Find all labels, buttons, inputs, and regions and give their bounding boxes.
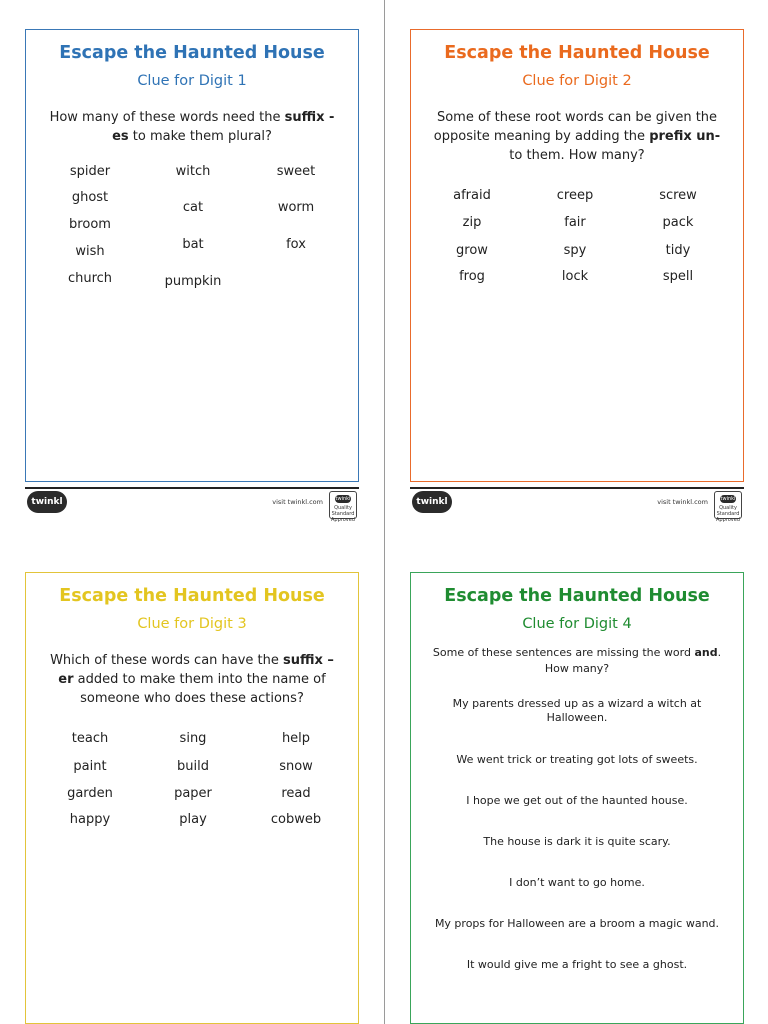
- sentence-item: We went trick or treating got lots of sweets.: [456, 753, 698, 766]
- clue-card-1: [25, 29, 359, 482]
- footer-rule: [410, 487, 744, 489]
- question-keyword: and: [694, 646, 718, 659]
- word-item: paper: [174, 786, 212, 801]
- card-title: Escape the Haunted House: [444, 586, 710, 606]
- question-text: added to make them into the name of someone who does these actions?: [73, 672, 326, 706]
- word-item: fox: [286, 237, 306, 252]
- word-item: sweet: [276, 164, 316, 179]
- word-item: zip: [462, 215, 482, 230]
- card-title: Escape the Haunted House: [59, 43, 325, 63]
- word-item: teach: [71, 731, 109, 746]
- clue-card-2: [410, 29, 744, 482]
- word-item: grow: [456, 243, 488, 258]
- card-question: [44, 108, 340, 146]
- sentence-item: I hope we get out of the haunted house.: [466, 794, 688, 807]
- word-item: play: [179, 812, 207, 827]
- word-item: spy: [563, 243, 587, 258]
- footer-visit-link[interactable]: visit twinkl.com: [272, 498, 323, 506]
- badge-text: Quality Standard Approved: [716, 505, 740, 523]
- footer-visit-link[interactable]: visit twinkl.com: [657, 498, 708, 506]
- card-footer: [410, 485, 744, 525]
- word-item: creep: [556, 188, 594, 203]
- word-item: garden: [67, 786, 113, 801]
- card-subtitle: Clue for Digit 3: [137, 616, 247, 632]
- word-item: help: [281, 731, 311, 746]
- question-text: Which of these words can have the: [50, 653, 284, 668]
- card-question: [429, 108, 725, 165]
- word-item: church: [67, 271, 113, 286]
- word-item: read: [281, 786, 311, 801]
- sentence-item: My props for Halloween are a broom a magic wand.: [434, 917, 720, 930]
- word-item: paint: [73, 759, 107, 774]
- word-item: witch: [175, 164, 211, 179]
- word-item: afraid: [453, 188, 491, 203]
- clue-card-4: [410, 572, 744, 1024]
- card-question: [44, 651, 340, 708]
- word-item: spell: [662, 269, 694, 284]
- word-item: pack: [662, 215, 694, 230]
- sentence-item: It would give me a fright to see a ghost.: [466, 958, 688, 971]
- quality-badge: [329, 491, 357, 523]
- question-keyword: suffix –er: [58, 653, 334, 687]
- word-item: snow: [279, 759, 313, 774]
- footer-rule: [25, 487, 359, 489]
- twinkl-logo: twinkl: [27, 491, 67, 513]
- word-item: cobweb: [270, 812, 322, 827]
- badge-logo: twinkl: [720, 496, 736, 502]
- twinkl-logo: twinkl: [412, 491, 452, 513]
- word-item: tidy: [665, 243, 691, 258]
- question-text: . How many?: [544, 646, 722, 675]
- word-item: pumpkin: [164, 274, 222, 289]
- word-item: bat: [182, 237, 204, 252]
- badge-logo: twinkl: [335, 496, 351, 502]
- question-text: to them. How many?: [509, 148, 645, 163]
- word-item: frog: [459, 269, 485, 284]
- word-item: build: [177, 759, 209, 774]
- word-item: screw: [659, 188, 697, 203]
- sentence-item: The house is dark it is quite scary.: [483, 835, 671, 848]
- word-item: fair: [564, 215, 586, 230]
- question-text: How many of these words need the: [49, 110, 285, 125]
- card-subtitle: Clue for Digit 1: [137, 73, 247, 89]
- word-item: sing: [179, 731, 207, 746]
- word-item: lock: [561, 269, 589, 284]
- word-item: ghost: [71, 190, 109, 205]
- clue-card-3: [25, 572, 359, 1024]
- word-item: cat: [182, 200, 204, 215]
- page-divider: [384, 0, 385, 1024]
- quality-badge: [714, 491, 742, 523]
- question-text: to make them plural?: [128, 129, 272, 144]
- question-text: Some of these sentences are missing the word: [432, 646, 695, 659]
- badge-text: Quality Standard Approved: [331, 505, 355, 523]
- word-item: worm: [277, 200, 315, 215]
- card-footer: [25, 485, 359, 525]
- card-title: Escape the Haunted House: [59, 586, 325, 606]
- card-subtitle: Clue for Digit 2: [522, 73, 632, 89]
- card-title: Escape the Haunted House: [444, 43, 710, 63]
- question-text: Some of these root words can be given the opposite meaning by adding the: [433, 110, 718, 144]
- question-keyword: prefix un-: [649, 129, 721, 144]
- word-item: spider: [69, 164, 111, 179]
- sentence-item: I don’t want to go home.: [509, 876, 645, 889]
- card-subtitle: Clue for Digit 4: [522, 616, 632, 632]
- word-item: wish: [75, 244, 105, 259]
- word-item: broom: [69, 217, 111, 232]
- word-item: happy: [69, 812, 111, 827]
- question-keyword: suffix -es: [112, 110, 335, 144]
- card-question: [429, 645, 725, 677]
- sentence-item: My parents dressed up as a wizard a witch at Halloween.: [452, 697, 702, 724]
